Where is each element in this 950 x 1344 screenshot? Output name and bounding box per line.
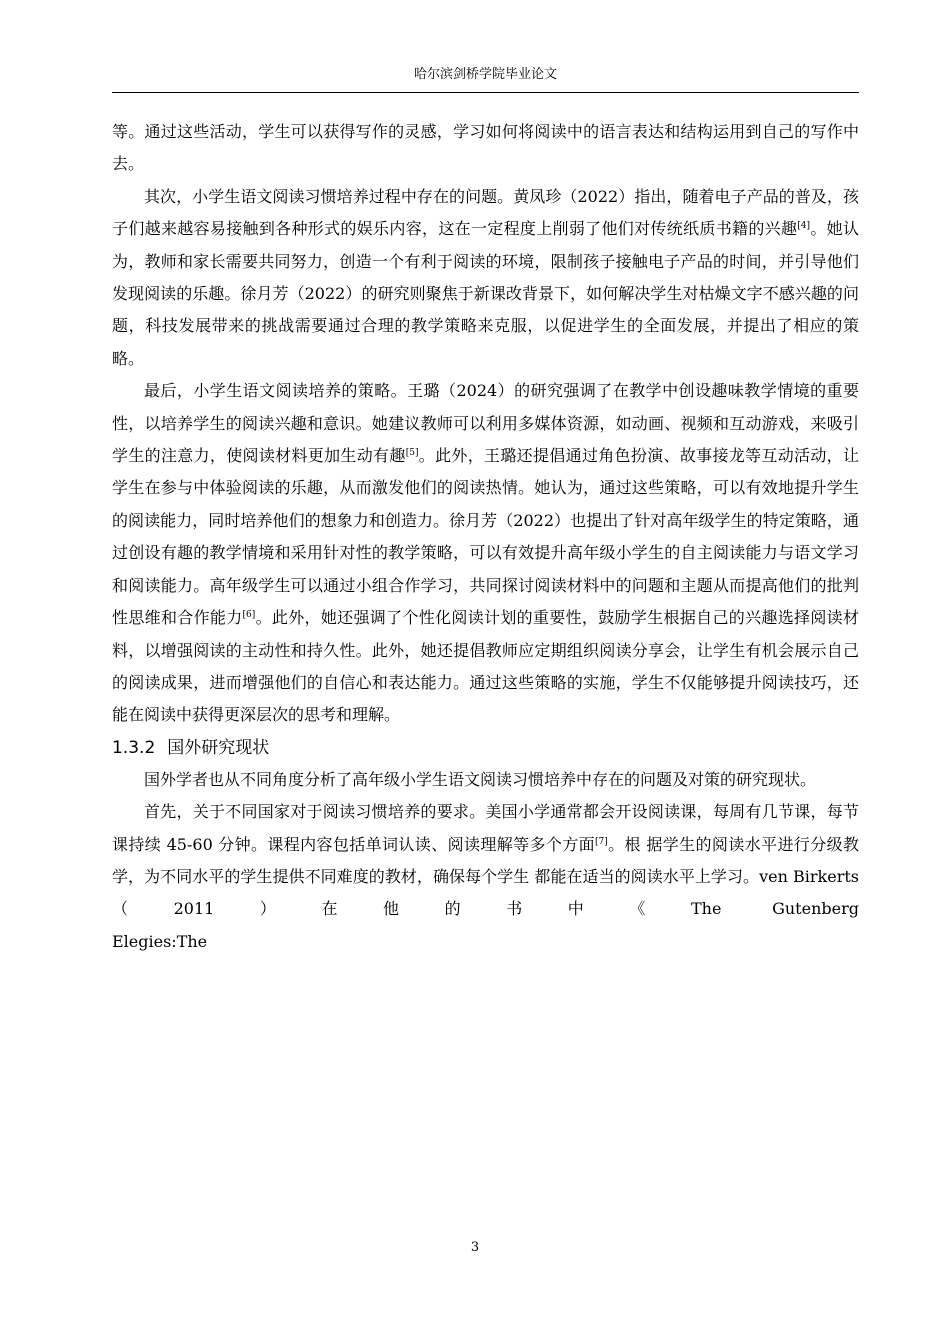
- paragraph-3: [112, 375, 859, 731]
- document-body: [112, 116, 859, 958]
- section-heading: [112, 732, 859, 764]
- citation-4: [4]: [797, 221, 811, 232]
- paragraph-2-text-a: 其次，小学生语文阅读习惯培养过程中存在的问题。黄凤珍（2022）指出，随着电子产品的普及，孩子们越来越容易接触到各种形式的娱乐内容，这在一定程度上削弱了他们对传统纸质书籍的兴趣: [112, 186, 859, 239]
- paragraph-5-body: [112, 796, 859, 926]
- paragraph-5: [112, 796, 859, 958]
- paragraph-5-text-a: 首先，关于不同国家对于阅读习惯培养的要求。美国小学通常都会开设阅读课，每周有几节课，每节课持续 45-60 分钟。课程内容包括单词认读、阅读理解等多个方面: [112, 802, 859, 854]
- paragraph-3-text-a: 最后，小学生语文阅读培养的策略。王璐（2024）的研究强调了在教学中创设趣味教学情境的重要性，以培养学生的阅读兴趣和意识。她建议教师可以利用多媒体资源，如动画、视频和互动游戏，来吸引学生的注意力，使阅读材料更加生动有趣: [112, 381, 859, 466]
- section-title: 国外研究现状: [167, 737, 270, 758]
- citation-6: [6]: [242, 610, 256, 621]
- paragraph-2: [112, 181, 859, 375]
- paragraph-3-text-c: 。此外，她还强调了个性化阅读计划的重要性，鼓励学生根据自己的兴趣选择阅读材料，以增强阅读的主动性和持久性。此外，她还提倡教师应定期组织阅读分享会，让学生有机会展示自己的阅读成果，进而增强他们的自信心和表达能力。通过这些策略的实施，学生不仅能够提升阅读技巧，还能在阅读中获得更深层次的思考和理解。: [112, 608, 859, 725]
- page-header: 哈尔滨剑桥学院毕业论文: [112, 62, 859, 93]
- paragraph-2-text-b: 。她认为，教师和家长需要共同努力，创造一个有利于阅读的环境，限制孩子接触电子产品的时间，并引导他们发现阅读的乐趣。徐月芳（2022）的研究则聚焦于新课改背景下，如何解决学生对枯燥文字不感兴趣的问题，科技发展带来的挑战需要通过合理的教学策略来克服，以促进学生的全面发展，并提出了相应的策略。: [112, 219, 859, 368]
- page-number: 3: [470, 1240, 480, 1255]
- citation-5: [5]: [405, 448, 419, 459]
- paragraph-3-text-b: 。此外，王璐还提倡通过角色扮演、故事接龙等互动活动，让学生在参与中体验阅读的乐趣，从而激发他们的阅读热情。她认为，通过这些策略，可以有效地提升学生的阅读能力，同时培养他们的想象力和创造力。徐月芳（2022）也提出了针对高年级学生的特定策略，通过创设有趣的教学情境和采用针对性的教学策略，可以有效提升高年级小学生的自主阅读能力与语文学习和阅读能力。高年级学生可以通过小组合作学习，共同探讨阅读材料中的问题和主题从而提高他们的批判性思维和合作能力: [112, 446, 859, 628]
- paragraph-4: 国外学者也从不同角度分析了高年级小学生语文阅读习惯培养中存在的问题及对策的研究现状。: [144, 769, 817, 789]
- paragraph-5-text-b: 。根 据学生的阅读水平进行分级教学，为不同水平的学生提供不同难度的教材，确保每个学生 都能在适当的阅读水平上学习。ven Birkerts（2011）在他的书中《The Gutenberg: [112, 834, 859, 919]
- paragraph-5-text-c: Elegies:The: [112, 931, 208, 951]
- paragraph-1: 等。通过这些活动，学生可以获得写作的灵感，学习如何将阅读中的语言表达和结构运用到自己的写作中去。: [112, 122, 859, 174]
- section-number: 1.3.2: [112, 737, 156, 758]
- citation-7: [7]: [595, 836, 608, 847]
